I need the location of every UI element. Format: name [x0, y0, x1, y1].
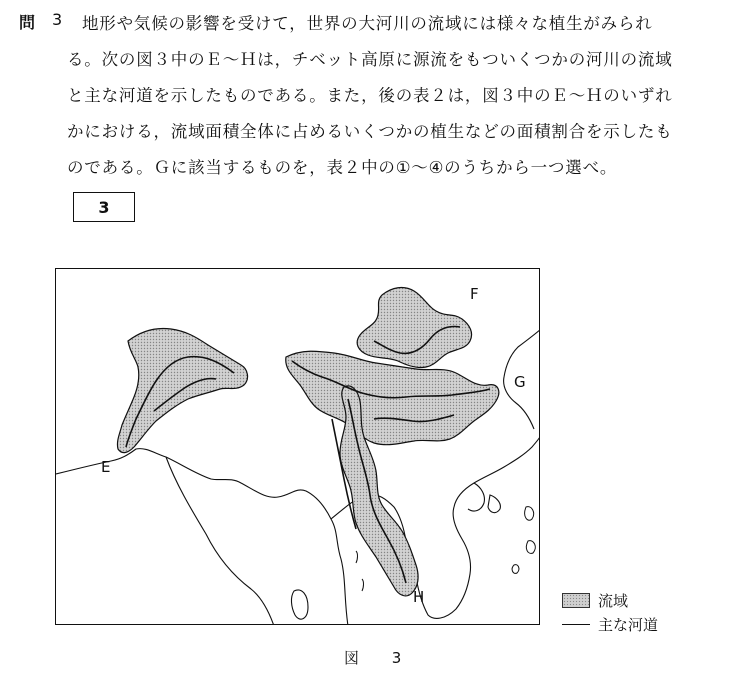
legend-basin-row	[562, 588, 658, 612]
basin-f	[357, 288, 471, 368]
map-svg	[56, 269, 540, 625]
basin-e	[117, 329, 247, 453]
sri-lanka-island	[291, 590, 308, 619]
answer-box[interactable]: 3	[73, 192, 135, 222]
river-line-icon	[562, 624, 590, 625]
label-g: G	[514, 373, 526, 391]
question-line-3: と主な河道を示したものである。また，後の表２は，図３中のＥ～Ｈのいずれ	[67, 86, 673, 105]
question-label: 問	[19, 13, 36, 32]
legend	[562, 588, 658, 636]
question-number: 3	[52, 10, 63, 29]
legend-river-label: 主な河道	[598, 615, 659, 634]
question-line-4: かにおける，流域面積全体に占めるいくつかの植生などの面積割合を示したも	[67, 122, 673, 141]
label-h: H	[413, 588, 425, 606]
question-line-1: 地形や気候の影響を受けて，世界の大河川の流域には様々な植生がみられ	[82, 14, 653, 33]
figure-caption: 図 3	[344, 649, 416, 667]
legend-river-row	[562, 612, 658, 636]
question-line-2: る。次の図３中のＥ～Ｈは，チベット高原に源流をもついくつかの河川の流域	[67, 50, 673, 69]
basin-swatch-icon	[562, 593, 590, 608]
legend-basin-label: 流域	[598, 591, 629, 610]
map-figure	[55, 268, 540, 625]
question-line-5: のである。Ｇに該当するものを，表２中の①～④のうちから一つ選べ。	[67, 158, 618, 177]
label-f: F	[470, 285, 479, 303]
label-e: E	[101, 458, 111, 476]
